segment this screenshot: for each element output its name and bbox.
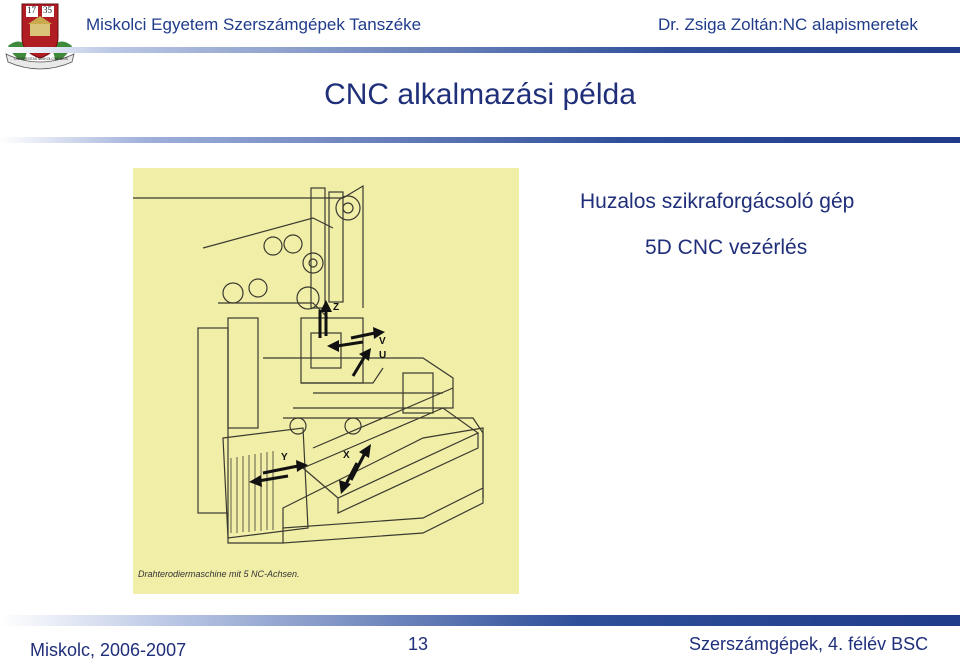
wire-edm-machine-drawing [133,168,519,594]
logo-year-right: 35 [43,5,52,15]
page-number: 13 [408,634,429,654]
header-divider [0,47,960,53]
machine-type-heading: Huzalos szikraforgácsoló gép [580,190,855,213]
footer-course-info: Szerszámgépek, 4. félév BSC [689,634,929,654]
logo-banner-text: UNIVERSITAS MISKOLCINENSIS [14,57,68,61]
footer-divider [0,615,960,626]
figure-caption: Drahterodiermaschine mit 5 NC-Achsen. [138,569,300,579]
machine-figure [133,168,519,594]
axis-label-z: Z [333,302,340,313]
footer-place-date: Miskolc, 2006-2007 [30,640,187,660]
axis-label-v: V [379,336,386,347]
institution-name: Miskolci Egyetem Szerszámgépek Tanszéke [86,15,422,34]
logo-year-left: 17 [27,5,36,15]
slide-title: CNC alkalmazási példa [324,78,636,111]
axis-label-x: X [343,450,350,461]
university-logo [0,0,80,70]
axis-label-u: U [379,350,387,361]
control-type-heading: 5D CNC vezérlés [645,236,808,259]
title-divider [0,137,960,143]
course-title: Dr. Zsiga Zoltán:NC alapismeretek [658,15,918,34]
axis-label-y: Y [281,452,288,463]
